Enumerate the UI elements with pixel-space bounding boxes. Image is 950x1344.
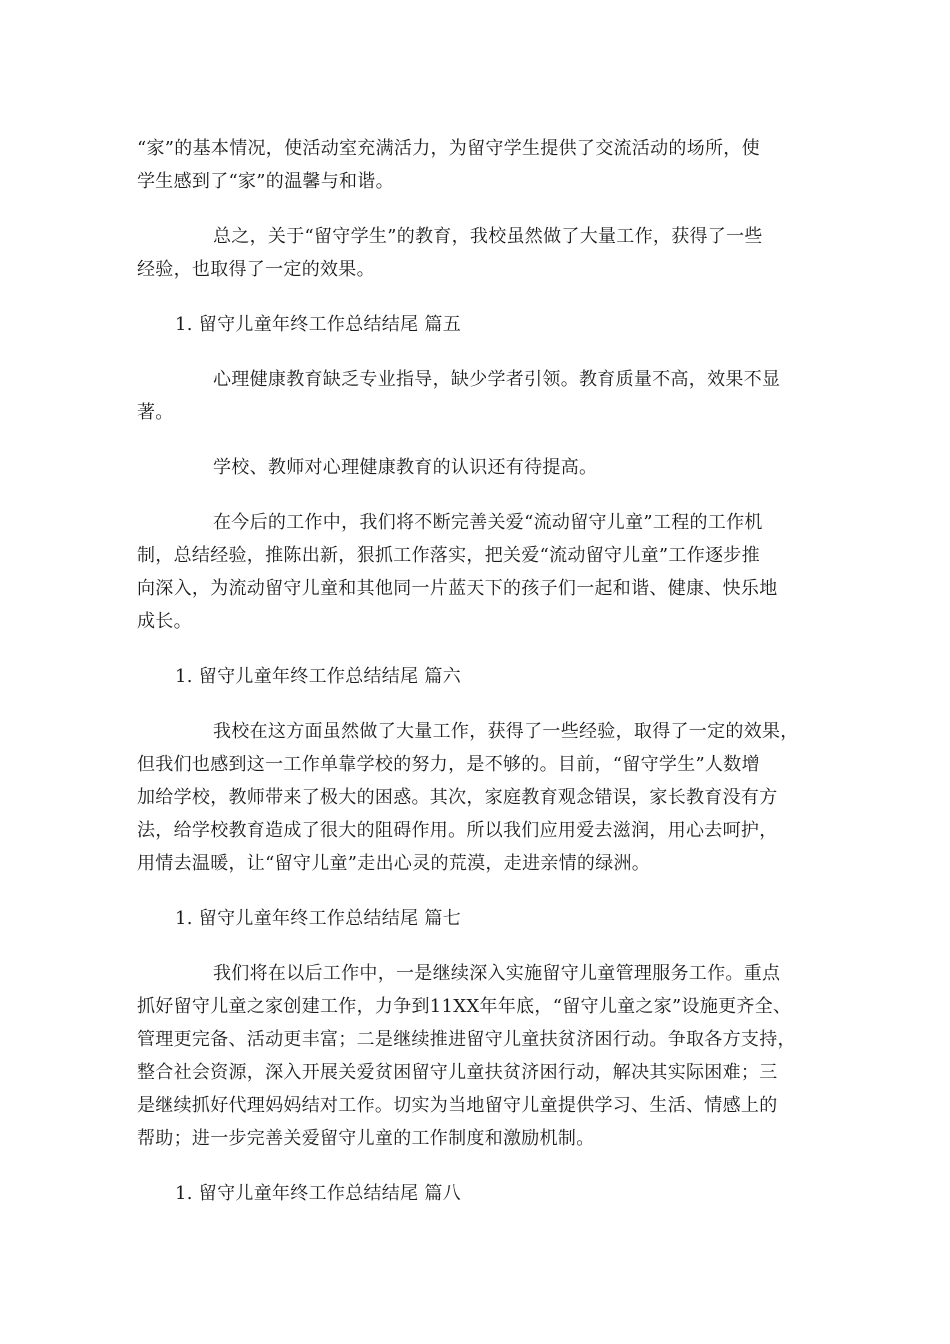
text-line: 整合社会资源，深入开展关爱贫困留守儿童扶贫济困行动，解决其实际困难；三 xyxy=(137,1062,778,1083)
paragraph-gap xyxy=(137,935,817,957)
paragraph-gap xyxy=(137,880,817,902)
text-line: 是继续抓好代理妈妈结对工作。切实为当地留守儿童提供学习、生活、情感上的 xyxy=(137,1095,778,1116)
text-line: 向深入，为流动留守儿童和其他同一片蓝天下的孩子们一起和谐、健康、快乐地 xyxy=(137,578,778,599)
paragraph xyxy=(137,506,817,638)
text-line: 管理更完备、活动更丰富；二是继续推进留守儿童扶贫济困行动。争取各方支持， xyxy=(137,1029,796,1050)
paragraph-gap xyxy=(137,1155,817,1177)
text-line: 在今后的工作中，我们将不断完善关爱“流动留守儿童”工程的工作机 xyxy=(213,512,763,533)
paragraph xyxy=(137,957,817,1155)
text-line: 制，总结经验，推陈出新，狠抓工作落实，把关爱“流动留守儿童”工作逐步推 xyxy=(137,545,760,566)
document-body xyxy=(137,132,817,1210)
paragraph xyxy=(137,220,817,286)
section-heading xyxy=(137,660,817,693)
text-line: 我校在这方面虽然做了大量工作，获得了一些经验，取得了一定的效果， xyxy=(213,721,799,742)
section-heading xyxy=(137,308,817,341)
text-line: 1. 留守儿童年终工作总结结尾 篇七 xyxy=(175,908,462,929)
text-line: 总之，关于“留守学生”的教育，我校虽然做了大量工作，获得了一些 xyxy=(213,226,763,247)
text-line: 1. 留守儿童年终工作总结结尾 篇八 xyxy=(175,1183,462,1204)
text-line: 用情去温暖，让“留守儿童”走出心灵的荒漠，走进亲情的绿洲。 xyxy=(137,853,651,874)
text-line: 经验，也取得了一定的效果。 xyxy=(137,259,375,280)
text-line: 帮助；进一步完善关爱留守儿童的工作制度和激励机制。 xyxy=(137,1128,595,1149)
paragraph-gap xyxy=(137,429,817,451)
text-line: 1. 留守儿童年终工作总结结尾 篇五 xyxy=(175,314,462,335)
paragraph xyxy=(137,132,817,198)
text-line: 我们将在以后工作中，一是继续深入实施留守儿童管理服务工作。重点 xyxy=(213,963,781,984)
text-line: 心理健康教育缺乏专业指导，缺少学者引领。教育质量不高，效果不显 xyxy=(213,369,781,390)
text-line: 成长。 xyxy=(137,611,192,632)
paragraph-gap xyxy=(137,198,817,220)
paragraph-gap xyxy=(137,286,817,308)
paragraph-gap xyxy=(137,484,817,506)
text-line: 著。 xyxy=(137,402,174,423)
text-line: 法，给学校教育造成了很大的阻碍作用。所以我们应用爱去滋润，用心去呵护， xyxy=(137,820,778,841)
paragraph-gap xyxy=(137,341,817,363)
paragraph xyxy=(137,451,817,484)
text-line: 加给学校，教师带来了极大的困惑。其次，家庭教育观念错误，家长教育没有方 xyxy=(137,787,778,808)
paragraph xyxy=(137,715,817,880)
paragraph-gap xyxy=(137,693,817,715)
paragraph-gap xyxy=(137,638,817,660)
paragraph xyxy=(137,363,817,429)
text-line: 学生感到了“家”的温馨与和谐。 xyxy=(137,171,394,192)
section-heading xyxy=(137,1177,817,1210)
text-line: 1. 留守儿童年终工作总结结尾 篇六 xyxy=(175,666,462,687)
text-line: “家”的基本情况，使活动室充满活力，为留守学生提供了交流活动的场所，使 xyxy=(137,138,760,159)
text-line: 抓好留守儿童之家创建工作，力争到11XX年年底，“留守儿童之家”设施更齐全、 xyxy=(137,996,792,1017)
section-heading xyxy=(137,902,817,935)
text-line: 但我们也感到这一工作单靠学校的努力，是不够的。目前，“留守学生”人数增 xyxy=(137,754,760,775)
text-line: 学校、教师对心理健康教育的认识还有待提高。 xyxy=(213,457,598,478)
